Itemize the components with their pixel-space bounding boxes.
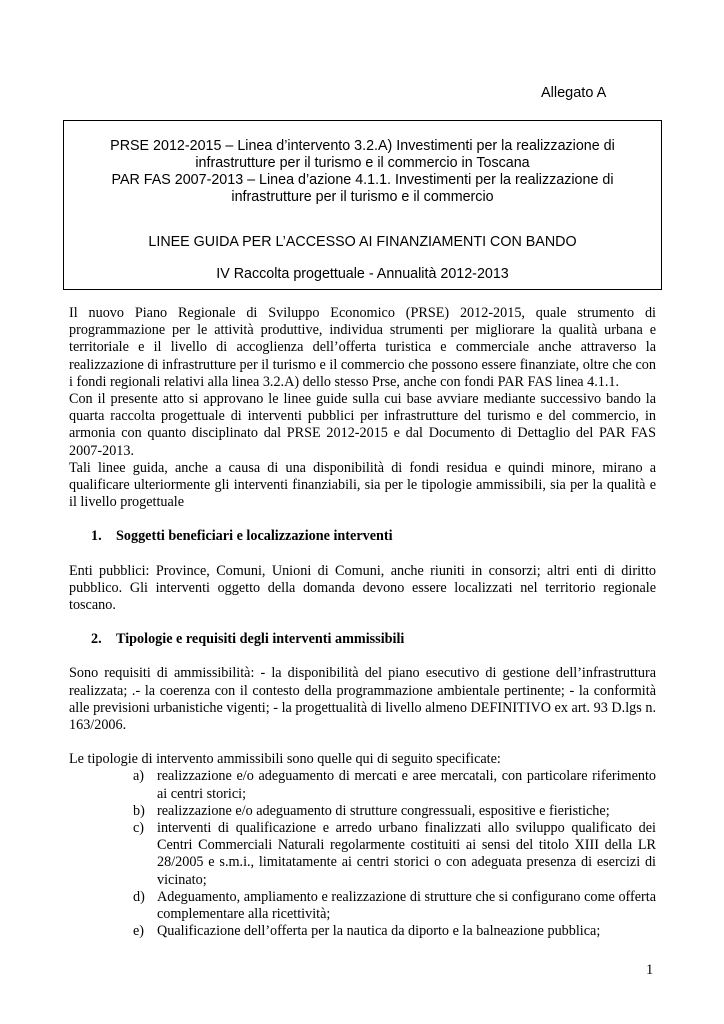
- list-item-label: d): [133, 888, 145, 905]
- list-item: [69, 820, 656, 889]
- list-item: [69, 923, 656, 940]
- list-item-text: interventi di qualificazione e arredo urbano finalizzati allo sviluppo qualificato dei Centri Commerciali Naturali regolarmente costituiti ai sensi del titolo XIII della LR 28/2005 e s.m.i., limitatamente ai centri storici o con adeguata presenza di esercizi di vicinato;: [157, 820, 656, 888]
- page-number: 1: [646, 962, 654, 978]
- list-item: [69, 889, 656, 923]
- admissible-types-list: [69, 768, 656, 940]
- box-line-3: PAR FAS 2007-2013 – Linea d’azione 4.1.1. Investimenti per la realizzazione di: [111, 172, 614, 188]
- list-item-text: realizzazione e/o adeguamento di mercati e aree mercatali, con particolare riferimento ai centri storici;: [157, 768, 656, 802]
- list-item-text: realizzazione e/o adeguamento di strutture congressuali, espositive e fieristiche;: [157, 802, 610, 819]
- list-item: [69, 768, 656, 802]
- section-1-heading: [69, 528, 656, 545]
- allegato-label: Allegato A: [541, 85, 607, 101]
- list-item-text: Adeguamento, ampliamento e realizzazione di strutture che si configurano come offerta complementare alla ricettività;: [157, 888, 656, 923]
- box-line-1: PRSE 2012-2015 – Linea d’intervento 3.2.A) Investimenti per la realizzazione di: [110, 138, 615, 154]
- intro-paragraph-1: Il nuovo Piano Regionale di Sviluppo Economico (PRSE) 2012-2015, quale strumento di programmazione per le attività produttive, individua strumenti per migliorare la qualità urbana e territoriale e il livello di accoglienza dell’offerta turistica e commerciale anche attraverso la realizzazione di infrastrutture per il turismo e il commercio che possono essere finanziate, oltre che con i fondi regionali relativi alla linea 3.2.A) dello stesso Prse, anche con fondi PAR FAS linea 4.1.1.: [69, 305, 656, 390]
- section-2-title: Tipologie e requisiti degli interventi ammissibili: [116, 631, 405, 648]
- document-body: [69, 305, 656, 941]
- list-item-label: e): [133, 923, 145, 940]
- list-item-label: a): [133, 768, 145, 785]
- list-item-label: b): [133, 802, 145, 819]
- section-1-number: 1.: [91, 528, 102, 545]
- box-line-4: infrastrutture per il turismo e il commercio: [231, 189, 494, 205]
- section-2-text: Sono requisiti di ammissibilità: - la disponibilità del piano esecutivo di gestione dell’infrastruttura realizzata; .- la coerenza con il contesto della programmazione ambientale pertinente; - la conformità alle previsioni urbanistiche vigenti; - la progettualità di livello almeno DEFINITIVO ex art. 93 D.lgs n. 163/2006.: [69, 665, 656, 734]
- section-2-number: 2.: [91, 631, 102, 648]
- document-subtitle: IV Raccolta progettuale - Annualità 2012-2013: [216, 266, 509, 282]
- section-1-text: Enti pubblici: Province, Comuni, Unioni di Comuni, anche riuniti in consorzi; altri enti di diritto pubblico. Gli interventi oggetto della domanda devono essere localizzati nel territorio regionale toscano.: [69, 562, 656, 614]
- box-line-2: infrastrutture per il turismo e il commercio in Toscana: [195, 155, 530, 171]
- list-item-text: Qualificazione dell’offerta per la nautica da diporto e la balneazione pubblica;: [157, 923, 601, 940]
- section-2-heading: [69, 631, 656, 648]
- list-item-label: c): [133, 820, 145, 837]
- list-item: [69, 803, 656, 820]
- intro-paragraph-2: Con il presente atto si approvano le linee guide sulla cui base avviare mediante successivo bando la quarta raccolta progettuale di interventi pubblici per infrastrutture del turismo e del commercio, in armonia con quanto disciplinato dal PRSE 2012-2015 e dal Documento di Dettaglio del PAR FAS 2007-2013.: [69, 391, 656, 459]
- title-box: [63, 120, 662, 290]
- intro-paragraph-3: Tali linee guida, anche a causa di una disponibilità di fondi residua e quindi minore, mirano a qualificare ulteriormente gli interventi finanziabili, sia per le tipologie ammissibili, sia per la qualità e il livello progettuale: [69, 459, 656, 511]
- section-1-title: Soggetti beneficiari e localizzazione interventi: [116, 528, 393, 545]
- list-intro: Le tipologie di intervento ammissibili sono quelle qui di seguito specificate:: [69, 751, 501, 768]
- document-title: LINEE GUIDA PER L’ACCESSO AI FINANZIAMENTI CON BANDO: [148, 234, 577, 250]
